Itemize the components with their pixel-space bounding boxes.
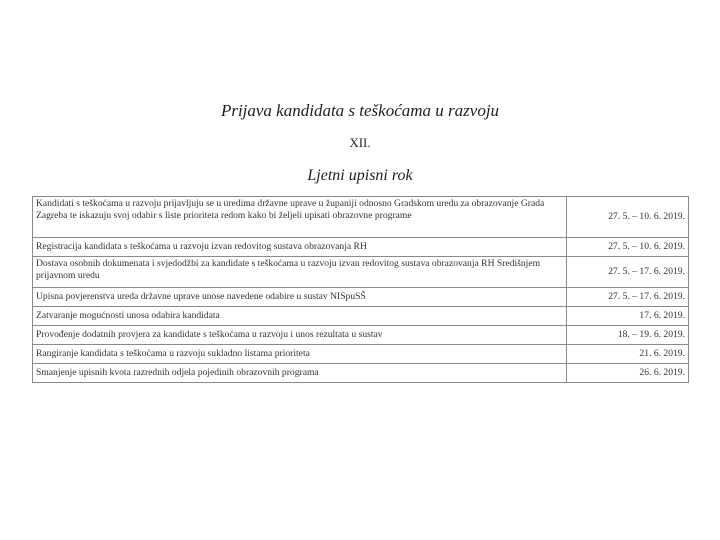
table-row (33, 257, 689, 288)
table-row (33, 307, 689, 326)
row-date: 21. 6. 2019. (567, 345, 689, 364)
table-row (33, 288, 689, 307)
table-row (33, 364, 689, 383)
row-date: 27. 5. – 10. 6. 2019. (567, 197, 689, 238)
table-row (33, 326, 689, 345)
row-date: 27. 5. – 10. 6. 2019. (567, 238, 689, 257)
row-description: Provođenje dodatnih provjera za kandidate s teškoćama u razvoju i unos rezultata u sustav (33, 326, 567, 345)
schedule-table (32, 196, 689, 383)
row-date: 27. 5. – 17. 6. 2019. (567, 257, 689, 288)
row-description: Dostava osobnih dokumenata i svjedodžbi za kandidate s teškoćama u razvoju izvan redovitog sustava obrazovanja RH Središnjem prijavnom uredu (33, 257, 567, 288)
row-description: Kandidati s teškoćama u razvoju prijavljuju se u uredima državne uprave u županiji odnosno Gradskom uredu za obrazovanje Grada Zagreba te iskazuju svoj odabir s liste prioriteta redom kako bi željeli upisati obrazovne programe (33, 197, 567, 238)
row-description: Registracija kandidata s teškoćama u razvoju izvan redovitog sustava obrazovanja RH (33, 238, 567, 257)
table-row (33, 345, 689, 364)
row-date: 27. 5. – 17. 6. 2019. (567, 288, 689, 307)
row-description: Zatvaranje mogućnosti unosa odabira kandidata (33, 307, 567, 326)
row-description: Rangiranje kandidata s teškoćama u razvoju sukladno listama prioriteta (33, 345, 567, 364)
row-date: 26. 6. 2019. (567, 364, 689, 383)
row-description: Smanjenje upisnih kvota razrednih odjela pojedinih obrazovnih programa (33, 364, 567, 383)
row-description: Upisna povjerenstva ureda državne uprave unose navedene odabire u sustav NISpuSŠ (33, 288, 567, 307)
section-subtitle: Ljetni upisni rok (307, 167, 413, 184)
section-number: XII. (349, 135, 371, 150)
document-title: Prijava kandidata s teškoćama u razvoju (220, 101, 500, 120)
table-row (33, 238, 689, 257)
row-date: 17. 6. 2019. (567, 307, 689, 326)
table-row (33, 197, 689, 238)
row-date: 18. – 19. 6. 2019. (567, 326, 689, 345)
